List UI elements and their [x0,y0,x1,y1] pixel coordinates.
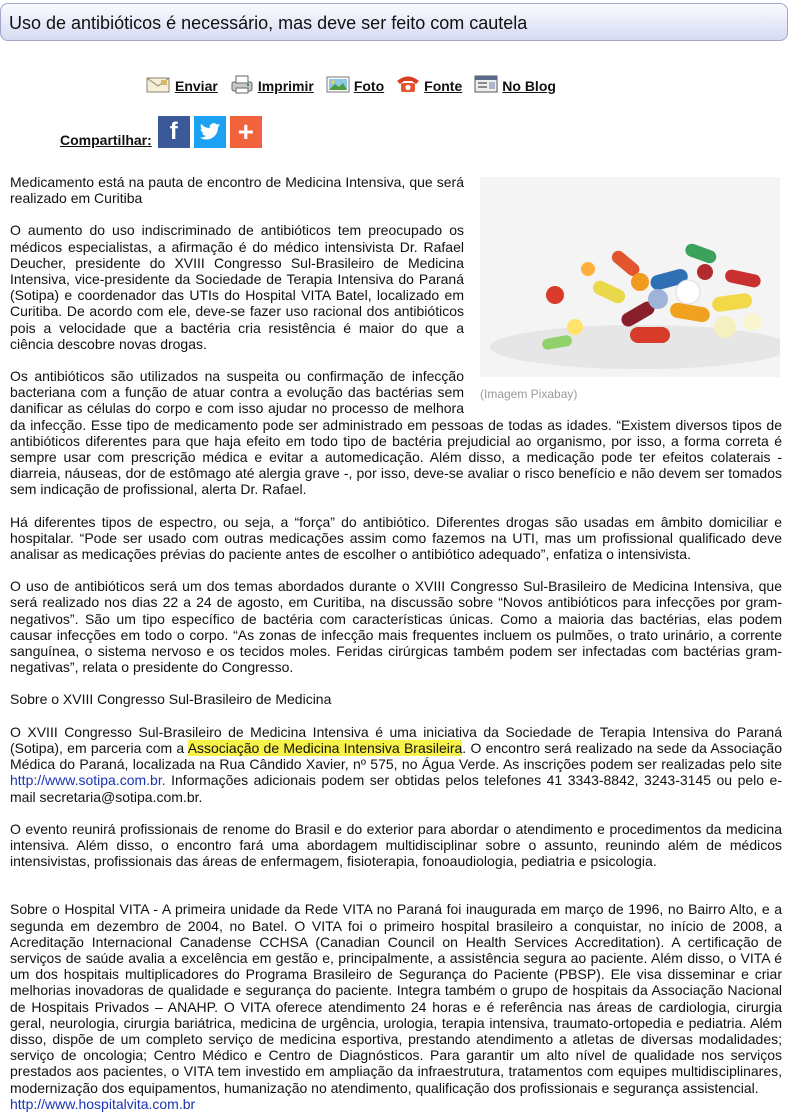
blog-link[interactable]: No Blog [502,78,556,94]
printer-icon [229,74,255,94]
spacer [10,885,782,901]
source-button[interactable] [395,74,462,94]
print-link[interactable]: Imprimir [257,78,314,94]
text-segment: O XVIII Congresso Sul-Brasileiro de Medicina Intensiva é uma iniciativa da Sociedade de Terapia Intensiva do Paraná (Sotipa), em parceria com a [10,723,782,756]
page-title: Uso de antibióticos é necessário, mas deve ser feito com cautela [9,13,528,33]
more-share-button[interactable] [230,116,262,148]
article-paragraph [10,724,782,805]
text-segment: Informações adicionais podem ser obtidas pelos telefones 41 3343-8842, 3243-3145 ou pelo e-mail secretaria@sotipa.com.br. [10,772,782,805]
article-paragraph: Há diferentes tipos de espectro, ou seja, a “força” do antibiótico. Diferentes drogas são usadas em âmbito domiciliar e hospitalar. “Pode ser usado com outras medicações assim como fazemos na UTI, mas um profissional qualificado deve analisar as medicações prévias do paciente antes de escolher o antibiótico adequado”, enfatiza o intensivista. [10,513,782,563]
highlighted-association: Associação de Medicina Intensiva Brasileira [187,739,463,756]
twitter-button[interactable] [194,116,226,148]
article-body [10,174,782,1112]
facebook-button[interactable] [158,116,190,148]
text-segment: . O encontro será realizado na sede da Associação Médica do Paraná, localizada na Rua Cândido Xavier, nº 575, no Água Verde. As inscrições podem ser realizadas pelo site [10,739,782,773]
article-paragraph: O uso de antibióticos será um dos temas abordados durante o XVIII Congresso Sul-Brasileiro de Medicina Intensiva, que será realizado nos dias 22 a 24 de agosto, em Curitiba, na discussão sobre “Novos antibióticos para infecções por gram-negativos”. São um tipo específico de bactéria com características únicas. Como a maioria das bactérias, elas podem causar infecções em todo o corpo. “As zonas de infecção mais frequentes incluem os pulmões, o trato urinário, a corrente sanguínea, o sistema nervoso e os tecidos moles. Feridas cirúrgicas também podem ser infectadas com bactérias gram-negativas”, relata o presidente do Congresso. [10,578,782,676]
title-bar [0,3,788,41]
sotipa-link[interactable]: http://www.sotipa.com.br. [10,772,166,789]
send-link[interactable]: Enviar [175,78,218,94]
photo-button[interactable] [325,74,384,94]
pills-image [480,177,780,377]
toolbar [146,74,556,94]
article-lead: Medicamento está na pauta de encontro de Medicina Intensiva, que será realizado em Curitiba [10,174,464,207]
plus-icon: + [237,116,254,147]
envelope-icon [146,74,172,94]
print-button[interactable] [229,74,314,94]
text-segment: Sobre o Hospital VITA - A primeira unidade da Rede VITA no Paraná foi inaugurada em março de 1996, no Bairro Alto, e a segunda em dezembro de 2004, no Batel. O VITA foi o primeiro hospital brasileiro a conquistar, no início de 2008, a Acreditação Internacional Canadense CCHSA (Canadian Council on Health Services Accreditation). A certificação de serviços de saúde avalia a excelência em gestão e, principalmente, a assistência segura ao paciente. Além disso, o VITA é um dos hospitais multiplicadores do Programa Brasileiro de Segurança do Paciente (PBSP). Ele visa disseminar e criar melhorias inovadoras de qualidade e segurança do paciente. Integra também o grupo de hospitais da Associação Nacional de Hospitais Privados – ANAHP. O VITA oferece atendimento 24 horas e é referência nas áreas de cardiologia, cirurgia geral, neurologia, cirurgia bariátrica, medicina de urgência, urologia, terapia intensiva, traumato-ortopedia e pediatria. Além disso, dispõe de um completo serviço de medicina esportiva, prestando atendimento a atletas de diversas modalidades; serviço de oncologia; Centro Médico e Centro de Diagnósticos. Para garantir um alto nível de qualidade nos serviços prestados aos pacientes, o VITA tem investido em ampliação da infraestrutura, tratamentos com equipes multidisciplinares, modernização dos equipamentos, humanização no atendimento, qualificação dos profissionais e segurança assistencial. [10,901,782,1096]
send-button[interactable] [146,74,218,94]
article-paragraph [10,901,782,1112]
article-paragraph: O aumento do uso indiscriminado de antibióticos tem preocupado os médicos especialistas, a afirmação é do médico intensivista Dr. Rafael Deucher, presidente do XVIII Congresso Sul-Brasileiro de Medicina Intensiva, vice-presidente da Sociedade de Terapia Intensiva do Paraná (Sotipa) e coordenador das UTIs do Hospital VITA Batel, localizado em Curitiba. De acordo com ele, deve-se fazer uso racional dos antibióticos pois a velocidade que a bactéria cria resistência é maior do que a ciência descobre novas drogas. [10,222,464,352]
share-label: Compartilhar: [60,132,152,148]
photo-link[interactable]: Foto [353,78,385,94]
article-figure [480,177,780,402]
photo-icon [325,74,351,94]
hospital-vita-link[interactable]: http://www.hospitalvita.com.br [10,1095,196,1112]
blog-icon [473,74,499,94]
share-bar [60,116,266,148]
telephone-icon [395,74,421,94]
image-caption: (Imagem Pixabay) [480,387,578,402]
twitter-icon [199,122,221,142]
article-paragraph: O evento reunirá profissionais de renome do Brasil e do exterior para abordar o atendimento e procedimentos da medicina intensiva. Além disso, o encontro fará uma abordagem multidisciplinar sobre o assunto, reunindo além de médicos intensivistas, profissionais das áreas de enfermagem, fisioterapia, fonoaudiologia, pediatria e psicologia. [10,820,782,870]
section-heading: Sobre o XVIII Congresso Sul-Brasileiro de Medicina [10,691,332,708]
source-link[interactable]: Fonte [424,78,463,94]
article-paragraph: Os antibióticos são utilizados na suspeita ou confirmação de infecção bacteriana com a função de atuar contra a evolução das bactérias sem danificar as células do corpo e com isso ajudar no processo de melhora da infecção. Esse tipo de medicamento pode ser administrado em pessoas de todas as idades. “Existem diversos tipos de antibióticos diferentes para que haja efeito em todo tipo de bactéria prejudicial ao organismo, por isso, a forma correta é sempre usar com prescrição médica e evitar a automedicação. Além disso, a medicação pode ter efeitos colaterais - diarreia, náuseas, dor de estômago até alergia grave -, por isso, deve-se avaliar o risco benefício e não devem ser tomados sem indicação de profissional, alerta Dr. Rafael. [10,368,782,498]
blog-button[interactable] [473,74,556,94]
facebook-icon: f [169,118,178,145]
